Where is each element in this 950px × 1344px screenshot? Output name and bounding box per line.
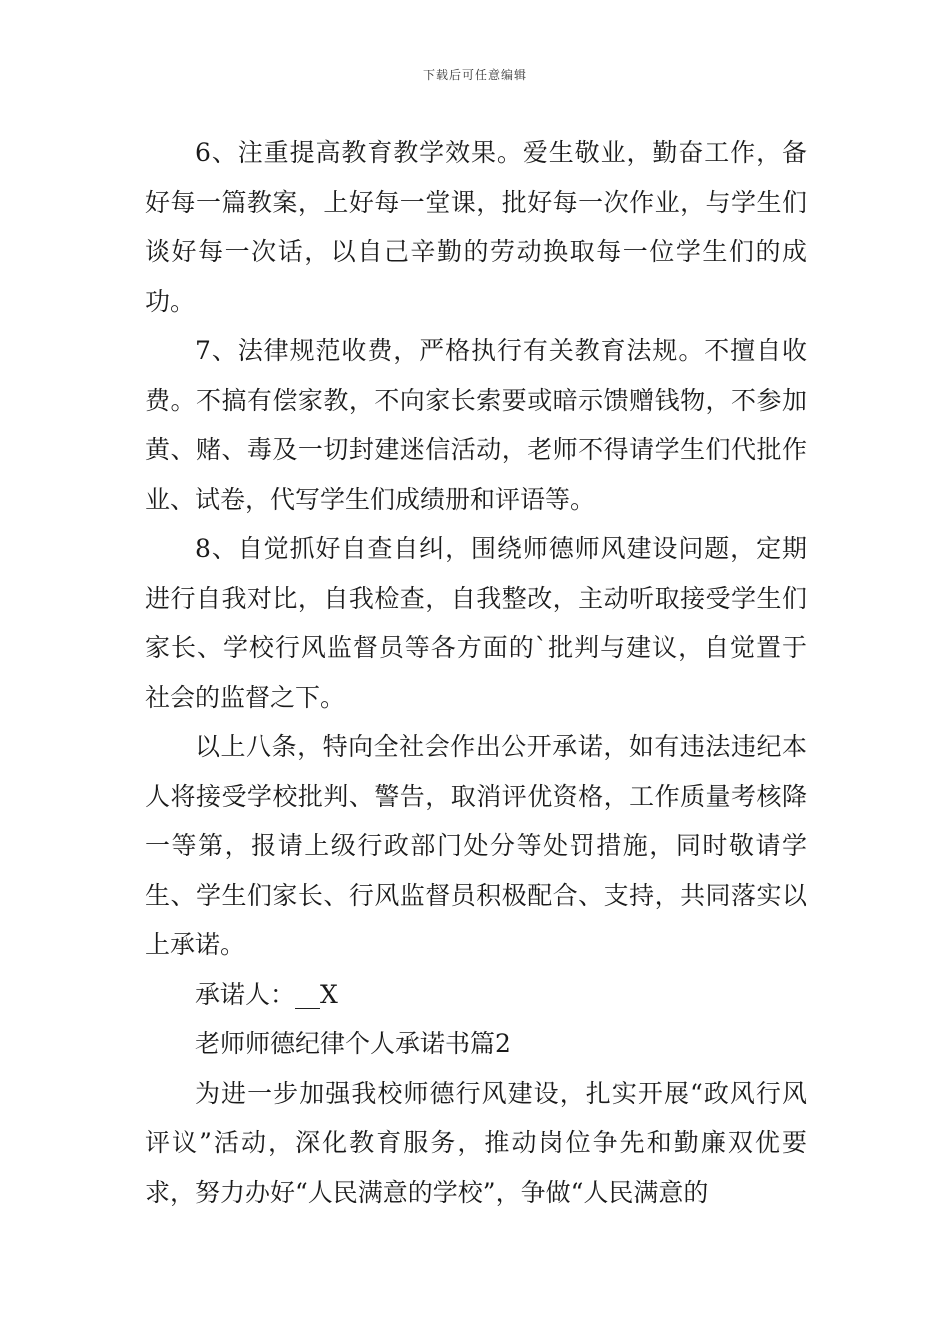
page-header-note: 下载后可任意编辑 <box>422 68 527 82</box>
paragraph-item-6: 6、注重提高教育教学效果。爱生敬业，勤奋工作，备好每一篇教案，上好每一堂课，批好每一次作业，与学生们谈好每一次话，以自己辛勤的劳动换取每一位学生们的成功。 <box>145 138 807 316</box>
paragraph-item-7: 7、法律规范收费，严格执行有关教育法规。不擅自收费。不搞有偿家教，不向家长索要或暗示馈赠钱物，不参加黄、赌、毒及一切封建迷信活动，老师不得请学生们代批作业、试卷，代写学生们成绩册和评语等。 <box>145 336 807 514</box>
paragraph-summary: 以上八条，特向全社会作出公开承诺，如有违法违纪本人将接受学校批判、警告，取消评优资格，工作质量考核降一等第，报请上级行政部门处分等处罚措施，同时敬请学生、学生们家长、行风监督员积极配合、支持，共同落实以上承诺。 <box>145 732 807 959</box>
section-title: 老师师德纪律个人承诺书篇2 <box>195 1029 511 1058</box>
document-body <box>145 128 807 1217</box>
signature-line: 承诺人：__X <box>195 979 338 1009</box>
paragraph-item-8: 8、自觉抓好自查自纠，围绕师德师风建设问题，定期进行自我对比，自我检查，自我整改，主动听取接受学生们家长、学校行风监督员等各方面的`批判与建议，自觉置于社会的监督之下。 <box>145 534 807 712</box>
paragraph-intro-2: 为进一步加强我校师德行风建设，扎实开展“政风行风评议”活动，深化教育服务，推动岗位争先和勤廉双优要求，努力办好“人民满意的学校”，争做“人民满意的 <box>145 1078 807 1207</box>
